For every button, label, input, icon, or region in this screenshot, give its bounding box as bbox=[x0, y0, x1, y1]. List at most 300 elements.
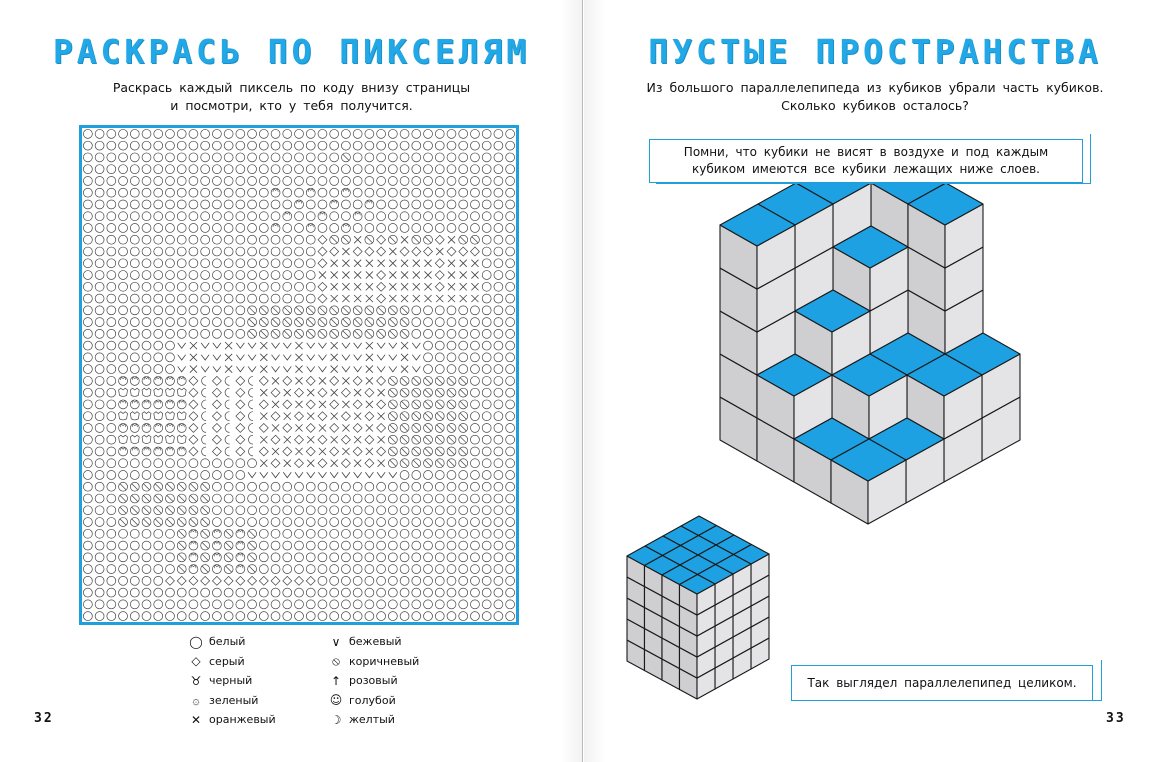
pixel-cell[interactable] bbox=[341, 600, 350, 609]
pixel-cell[interactable] bbox=[119, 224, 128, 233]
pixel-cell[interactable] bbox=[377, 472, 385, 477]
pixel-cell[interactable] bbox=[119, 271, 128, 280]
pixel-cell[interactable] bbox=[130, 588, 139, 597]
pixel-cell[interactable] bbox=[506, 294, 515, 303]
pixel-cell[interactable] bbox=[212, 141, 221, 150]
pixel-cell[interactable] bbox=[342, 424, 349, 431]
pixel-cell[interactable] bbox=[154, 529, 163, 538]
pixel-cell[interactable] bbox=[142, 576, 151, 585]
pixel-cell[interactable] bbox=[401, 271, 408, 278]
pixel-cell[interactable] bbox=[365, 435, 374, 444]
pixel-cell[interactable] bbox=[166, 282, 175, 291]
pixel-cell[interactable] bbox=[248, 576, 257, 585]
pixel-cell[interactable] bbox=[130, 176, 139, 185]
pixel-cell[interactable] bbox=[470, 376, 479, 385]
pixel-cell[interactable] bbox=[401, 342, 408, 349]
pixel-cell[interactable] bbox=[366, 424, 373, 431]
pixel-cell[interactable] bbox=[460, 271, 467, 278]
pixel-cell[interactable] bbox=[459, 553, 468, 562]
pixel-cell[interactable] bbox=[506, 271, 515, 280]
pixel-cell[interactable] bbox=[295, 153, 304, 162]
pixel-cell[interactable] bbox=[400, 576, 409, 585]
pixel-cell[interactable] bbox=[189, 376, 198, 385]
pixel-cell[interactable] bbox=[365, 576, 374, 585]
pixel-cell[interactable] bbox=[494, 353, 503, 362]
pixel-cell[interactable] bbox=[460, 295, 467, 302]
pixel-cell[interactable] bbox=[342, 366, 350, 371]
pixel-cell[interactable] bbox=[142, 588, 151, 597]
pixel-cell[interactable] bbox=[283, 329, 292, 338]
pixel-cell[interactable] bbox=[447, 565, 456, 574]
pixel-cell[interactable] bbox=[259, 553, 268, 562]
pixel-cell[interactable] bbox=[470, 200, 479, 209]
pixel-cell[interactable] bbox=[435, 224, 444, 233]
pixel-cell[interactable] bbox=[354, 389, 361, 396]
pixel-cell[interactable] bbox=[506, 235, 515, 244]
pixel-cell[interactable] bbox=[83, 212, 92, 221]
pixel-cell[interactable] bbox=[212, 565, 221, 574]
pixel-cell[interactable] bbox=[318, 612, 327, 621]
pixel-cell[interactable] bbox=[447, 576, 456, 585]
pixel-cell[interactable] bbox=[459, 329, 468, 338]
pixel-cell[interactable] bbox=[424, 518, 433, 527]
pixel-cell[interactable] bbox=[470, 165, 479, 174]
pixel-cell[interactable] bbox=[447, 447, 456, 456]
pixel-cell[interactable] bbox=[119, 129, 128, 138]
pixel-cell[interactable] bbox=[295, 294, 304, 303]
pixel-cell[interactable] bbox=[248, 235, 257, 244]
pixel-cell[interactable] bbox=[295, 388, 304, 397]
pixel-cell[interactable] bbox=[388, 400, 397, 409]
pixel-cell[interactable] bbox=[259, 423, 268, 432]
pixel-cell[interactable] bbox=[412, 329, 421, 338]
pixel-cell[interactable] bbox=[388, 129, 397, 138]
pixel-cell[interactable] bbox=[447, 471, 456, 480]
pixel-cell[interactable] bbox=[248, 506, 257, 515]
pixel-cell[interactable] bbox=[95, 212, 104, 221]
pixel-cell[interactable] bbox=[494, 141, 503, 150]
pixel-cell[interactable] bbox=[341, 612, 350, 621]
pixel-cell[interactable] bbox=[400, 541, 409, 550]
pixel-cell[interactable] bbox=[400, 482, 409, 491]
pixel-cell[interactable] bbox=[354, 355, 362, 360]
pixel-cell[interactable] bbox=[306, 506, 315, 515]
pixel-cell[interactable] bbox=[154, 553, 163, 562]
pixel-cell[interactable] bbox=[189, 541, 198, 550]
pixel-cell[interactable] bbox=[307, 460, 314, 467]
pixel-cell[interactable] bbox=[248, 565, 257, 574]
pixel-cell[interactable] bbox=[83, 165, 92, 174]
pixel-cell[interactable] bbox=[142, 259, 151, 268]
pixel-cell[interactable] bbox=[236, 459, 245, 468]
pixel-cell[interactable] bbox=[318, 306, 327, 315]
pixel-cell[interactable] bbox=[95, 318, 104, 327]
pixel-cell[interactable] bbox=[201, 343, 209, 348]
pixel-cell[interactable] bbox=[330, 165, 339, 174]
pixel-cell[interactable] bbox=[460, 260, 467, 267]
pixel-cell[interactable] bbox=[412, 412, 421, 421]
pixel-cell[interactable] bbox=[259, 494, 268, 503]
pixel-cell[interactable] bbox=[271, 576, 280, 585]
pixel-cell[interactable] bbox=[295, 271, 304, 280]
pixel-cell[interactable] bbox=[130, 200, 139, 209]
pixel-cell[interactable] bbox=[83, 294, 92, 303]
pixel-cell[interactable] bbox=[130, 294, 139, 303]
pixel-cell[interactable] bbox=[272, 355, 280, 360]
pixel-cell[interactable] bbox=[130, 412, 139, 420]
pixel-cell[interactable] bbox=[283, 343, 291, 348]
pixel-cell[interactable] bbox=[154, 423, 163, 432]
pixel-cell[interactable] bbox=[178, 355, 186, 360]
pixel-cell[interactable] bbox=[95, 459, 104, 468]
pixel-cell[interactable] bbox=[154, 471, 163, 480]
pixel-cell[interactable] bbox=[331, 413, 338, 420]
pixel-cell[interactable] bbox=[506, 153, 515, 162]
pixel-cell[interactable] bbox=[331, 260, 338, 267]
pixel-cell[interactable] bbox=[448, 295, 455, 302]
pixel-cell[interactable] bbox=[506, 423, 515, 432]
pixel-cell[interactable] bbox=[318, 224, 327, 233]
pixel-cell[interactable] bbox=[83, 306, 92, 315]
pixel-cell[interactable] bbox=[202, 388, 206, 397]
pixel-cell[interactable] bbox=[388, 588, 397, 597]
pixel-cell[interactable] bbox=[119, 259, 128, 268]
pixel-cell[interactable] bbox=[494, 329, 503, 338]
pixel-cell[interactable] bbox=[83, 153, 92, 162]
pixel-cell[interactable] bbox=[166, 376, 175, 385]
pixel-cell[interactable] bbox=[119, 365, 128, 374]
pixel-cell[interactable] bbox=[318, 412, 327, 421]
pixel-cell[interactable] bbox=[107, 329, 116, 338]
pixel-cell[interactable] bbox=[236, 200, 245, 209]
pixel-cell[interactable] bbox=[377, 153, 386, 162]
pixel-cell[interactable] bbox=[166, 306, 175, 315]
pixel-cell[interactable] bbox=[494, 529, 503, 538]
pixel-cell[interactable] bbox=[470, 341, 479, 350]
pixel-cell[interactable] bbox=[107, 376, 116, 385]
pixel-cell[interactable] bbox=[388, 412, 397, 421]
pixel-cell[interactable] bbox=[166, 471, 175, 480]
pixel-cell[interactable] bbox=[482, 235, 491, 244]
pixel-cell[interactable] bbox=[95, 188, 104, 197]
pixel-cell[interactable] bbox=[189, 576, 198, 585]
pixel-cell[interactable] bbox=[470, 247, 479, 256]
pixel-cell[interactable] bbox=[459, 165, 468, 174]
pixel-cell[interactable] bbox=[189, 471, 198, 480]
pixel-cell[interactable] bbox=[306, 188, 315, 197]
pixel-cell[interactable] bbox=[506, 529, 515, 538]
pixel-cell[interactable] bbox=[353, 506, 362, 515]
pixel-cell[interactable] bbox=[388, 141, 397, 150]
pixel-cell[interactable] bbox=[130, 282, 139, 291]
pixel-cell[interactable] bbox=[435, 435, 444, 444]
pixel-cell[interactable] bbox=[119, 471, 128, 480]
pixel-cell[interactable] bbox=[470, 471, 479, 480]
pixel-cell[interactable] bbox=[83, 400, 92, 409]
pixel-cell[interactable] bbox=[177, 541, 186, 550]
pixel-cell[interactable] bbox=[482, 553, 491, 562]
pixel-cell[interactable] bbox=[388, 224, 397, 233]
pixel-cell[interactable] bbox=[225, 400, 229, 409]
pixel-cell[interactable] bbox=[424, 353, 433, 362]
pixel-cell[interactable] bbox=[494, 165, 503, 174]
pixel-cell[interactable] bbox=[389, 355, 397, 360]
pixel-cell[interactable] bbox=[435, 188, 444, 197]
pixel-cell[interactable] bbox=[318, 259, 327, 268]
pixel-cell[interactable] bbox=[354, 295, 361, 302]
pixel-cell[interactable] bbox=[506, 282, 515, 291]
pixel-cell[interactable] bbox=[506, 553, 515, 562]
pixel-cell[interactable] bbox=[154, 365, 163, 374]
pixel-cell[interactable] bbox=[506, 188, 515, 197]
pixel-cell[interactable] bbox=[341, 459, 350, 468]
pixel-cell[interactable] bbox=[130, 259, 139, 268]
pixel-cell[interactable] bbox=[482, 282, 491, 291]
pixel-cell[interactable] bbox=[95, 200, 104, 209]
pixel-cell[interactable] bbox=[83, 200, 92, 209]
pixel-cell[interactable] bbox=[236, 412, 245, 421]
pixel-cell[interactable] bbox=[412, 518, 421, 527]
pixel-cell[interactable] bbox=[107, 365, 116, 374]
pixel-cell[interactable] bbox=[295, 401, 302, 408]
pixel-cell[interactable] bbox=[482, 588, 491, 597]
pixel-cell[interactable] bbox=[83, 529, 92, 538]
pixel-cell[interactable] bbox=[341, 435, 350, 444]
pixel-cell[interactable] bbox=[470, 224, 479, 233]
pixel-cell[interactable] bbox=[482, 247, 491, 256]
pixel-cell[interactable] bbox=[318, 366, 326, 371]
pixel-cell[interactable] bbox=[295, 329, 304, 338]
pixel-cell[interactable] bbox=[435, 341, 444, 350]
pixel-cell[interactable] bbox=[342, 248, 349, 255]
pixel-cell[interactable] bbox=[306, 247, 315, 256]
pixel-cell[interactable] bbox=[365, 541, 374, 550]
pixel-cell[interactable] bbox=[435, 459, 444, 468]
pixel-cell[interactable] bbox=[189, 153, 198, 162]
pixel-cell[interactable] bbox=[83, 141, 92, 150]
pixel-cell[interactable] bbox=[506, 306, 515, 315]
pixel-cell[interactable] bbox=[435, 318, 444, 327]
pixel-cell[interactable] bbox=[482, 365, 491, 374]
pixel-cell[interactable] bbox=[424, 153, 433, 162]
pixel-cell[interactable] bbox=[212, 165, 221, 174]
pixel-cell[interactable] bbox=[83, 259, 92, 268]
pixel-cell[interactable] bbox=[459, 318, 468, 327]
pixel-cell[interactable] bbox=[107, 165, 116, 174]
pixel-cell[interactable] bbox=[177, 318, 186, 327]
pixel-cell[interactable] bbox=[212, 494, 221, 503]
pixel-cell[interactable] bbox=[166, 318, 175, 327]
pixel-cell[interactable] bbox=[365, 212, 374, 221]
pixel-cell[interactable] bbox=[424, 295, 431, 302]
pixel-cell[interactable] bbox=[236, 588, 245, 597]
pixel-cell[interactable] bbox=[306, 612, 315, 621]
pixel-cell[interactable] bbox=[201, 212, 210, 221]
pixel-cell[interactable] bbox=[224, 224, 233, 233]
pixel-cell[interactable] bbox=[284, 389, 291, 396]
pixel-cell[interactable] bbox=[83, 365, 92, 374]
pixel-cell[interactable] bbox=[306, 224, 315, 233]
pixel-cell[interactable] bbox=[342, 472, 350, 477]
pixel-cell[interactable] bbox=[400, 188, 409, 197]
pixel-cell[interactable] bbox=[318, 188, 327, 197]
pixel-cell[interactable] bbox=[166, 341, 175, 350]
pixel-cell[interactable] bbox=[470, 459, 479, 468]
pixel-cell[interactable] bbox=[470, 329, 479, 338]
pixel-cell[interactable] bbox=[154, 612, 163, 621]
pixel-cell[interactable] bbox=[447, 553, 456, 562]
pixel-cell[interactable] bbox=[306, 306, 315, 315]
pixel-cell[interactable] bbox=[470, 612, 479, 621]
pixel-cell[interactable] bbox=[494, 259, 503, 268]
pixel-cell[interactable] bbox=[130, 306, 139, 315]
pixel-cell[interactable] bbox=[318, 129, 327, 138]
pixel-cell[interactable] bbox=[130, 565, 139, 574]
pixel-cell[interactable] bbox=[435, 282, 444, 291]
pixel-cell[interactable] bbox=[353, 376, 362, 385]
pixel-cell[interactable] bbox=[365, 600, 374, 609]
pixel-cell[interactable] bbox=[365, 306, 374, 315]
pixel-cell[interactable] bbox=[271, 153, 280, 162]
pixel-cell[interactable] bbox=[436, 248, 443, 255]
pixel-cell[interactable] bbox=[470, 176, 479, 185]
pixel-cell[interactable] bbox=[259, 518, 268, 527]
pixel-cell[interactable] bbox=[377, 318, 386, 327]
pixel-cell[interactable] bbox=[83, 600, 92, 609]
pixel-cell[interactable] bbox=[494, 482, 503, 491]
pixel-cell[interactable] bbox=[482, 447, 491, 456]
pixel-cell[interactable] bbox=[236, 271, 245, 280]
pixel-cell[interactable] bbox=[295, 553, 304, 562]
pixel-cell[interactable] bbox=[107, 447, 116, 456]
pixel-cell[interactable] bbox=[142, 447, 151, 456]
pixel-cell[interactable] bbox=[189, 553, 198, 562]
pixel-cell[interactable] bbox=[95, 541, 104, 550]
pixel-cell[interactable] bbox=[154, 294, 163, 303]
pixel-cell[interactable] bbox=[354, 472, 362, 477]
pixel-cell[interactable] bbox=[506, 247, 515, 256]
pixel-cell[interactable] bbox=[166, 188, 175, 197]
pixel-cell[interactable] bbox=[142, 341, 151, 350]
pixel-cell[interactable] bbox=[248, 366, 256, 371]
pixel-cell[interactable] bbox=[260, 342, 267, 349]
pixel-cell[interactable] bbox=[190, 342, 197, 349]
pixel-cell[interactable] bbox=[366, 401, 373, 408]
pixel-cell[interactable] bbox=[448, 260, 455, 267]
pixel-cell[interactable] bbox=[201, 294, 210, 303]
pixel-cell[interactable] bbox=[272, 366, 280, 371]
pixel-cell[interactable] bbox=[107, 153, 116, 162]
pixel-cell[interactable] bbox=[224, 306, 233, 315]
pixel-cell[interactable] bbox=[201, 506, 210, 515]
pixel-cell[interactable] bbox=[236, 188, 245, 197]
pixel-cell[interactable] bbox=[130, 129, 139, 138]
pixel-cell[interactable] bbox=[213, 343, 221, 348]
pixel-cell[interactable] bbox=[459, 141, 468, 150]
pixel-cell[interactable] bbox=[177, 165, 186, 174]
pixel-cell[interactable] bbox=[331, 354, 338, 361]
pixel-cell[interactable] bbox=[377, 141, 386, 150]
pixel-cell[interactable] bbox=[107, 388, 116, 397]
pixel-cell[interactable] bbox=[413, 295, 420, 302]
pixel-cell[interactable] bbox=[166, 506, 175, 515]
pixel-cell[interactable] bbox=[259, 306, 268, 315]
pixel-cell[interactable] bbox=[435, 482, 444, 491]
pixel-cell[interactable] bbox=[130, 471, 139, 480]
pixel-cell[interactable] bbox=[248, 541, 257, 550]
pixel-cell[interactable] bbox=[447, 188, 456, 197]
pixel-cell[interactable] bbox=[107, 341, 116, 350]
pixel-cell[interactable] bbox=[236, 343, 244, 348]
pixel-cell[interactable] bbox=[400, 176, 409, 185]
pixel-cell[interactable] bbox=[259, 541, 268, 550]
pixel-cell[interactable] bbox=[330, 576, 339, 585]
pixel-cell[interactable] bbox=[107, 271, 116, 280]
pixel-cell[interactable] bbox=[177, 388, 186, 396]
pixel-cell[interactable] bbox=[154, 482, 163, 491]
pixel-cell[interactable] bbox=[119, 506, 128, 515]
pixel-cell[interactable] bbox=[388, 176, 397, 185]
pixel-cell[interactable] bbox=[424, 612, 433, 621]
pixel-cell[interactable] bbox=[435, 259, 444, 268]
pixel-cell[interactable] bbox=[201, 318, 210, 327]
pixel-cell[interactable] bbox=[119, 482, 128, 491]
pixel-cell[interactable] bbox=[107, 506, 116, 515]
pixel-cell[interactable] bbox=[295, 282, 304, 291]
pixel-cell[interactable] bbox=[388, 565, 397, 574]
pixel-cell[interactable] bbox=[295, 129, 304, 138]
pixel-cell[interactable] bbox=[177, 188, 186, 197]
pixel-cell[interactable] bbox=[448, 271, 455, 278]
pixel-cell[interactable] bbox=[366, 260, 373, 267]
pixel-cell[interactable] bbox=[482, 224, 491, 233]
pixel-cell[interactable] bbox=[225, 412, 229, 421]
pixel-cell[interactable] bbox=[224, 612, 233, 621]
pixel-cell[interactable] bbox=[330, 200, 339, 209]
pixel-cell[interactable] bbox=[248, 294, 257, 303]
pixel-cell[interactable] bbox=[177, 494, 186, 503]
pixel-cell[interactable] bbox=[447, 588, 456, 597]
pixel-cell[interactable] bbox=[189, 459, 198, 468]
pixel-cell[interactable] bbox=[412, 141, 421, 150]
pixel-cell[interactable] bbox=[412, 600, 421, 609]
pixel-cell[interactable] bbox=[283, 306, 292, 315]
pixel-cell[interactable] bbox=[459, 447, 468, 456]
pixel-cell[interactable] bbox=[154, 271, 163, 280]
pixel-cell[interactable] bbox=[271, 506, 280, 515]
pixel-cell[interactable] bbox=[506, 212, 515, 221]
pixel-cell[interactable] bbox=[424, 329, 433, 338]
pixel-cell[interactable] bbox=[236, 306, 245, 315]
pixel-cell[interactable] bbox=[470, 212, 479, 221]
pixel-cell[interactable] bbox=[494, 506, 503, 515]
pixel-cell[interactable] bbox=[424, 365, 433, 374]
pixel-cell[interactable] bbox=[506, 129, 515, 138]
pixel-cell[interactable] bbox=[295, 459, 304, 468]
pixel-cell[interactable] bbox=[318, 459, 327, 468]
pixel-cell[interactable] bbox=[272, 377, 279, 384]
pixel-cell[interactable] bbox=[366, 271, 373, 278]
pixel-cell[interactable] bbox=[283, 482, 292, 491]
pixel-cell[interactable] bbox=[318, 553, 327, 562]
pixel-cell[interactable] bbox=[107, 235, 116, 244]
pixel-cell[interactable] bbox=[283, 153, 292, 162]
pixel-cell[interactable] bbox=[249, 400, 253, 409]
pixel-cell[interactable] bbox=[201, 612, 210, 621]
pixel-cell[interactable] bbox=[212, 271, 221, 280]
pixel-cell[interactable] bbox=[283, 376, 292, 385]
pixel-cell[interactable] bbox=[365, 224, 374, 233]
